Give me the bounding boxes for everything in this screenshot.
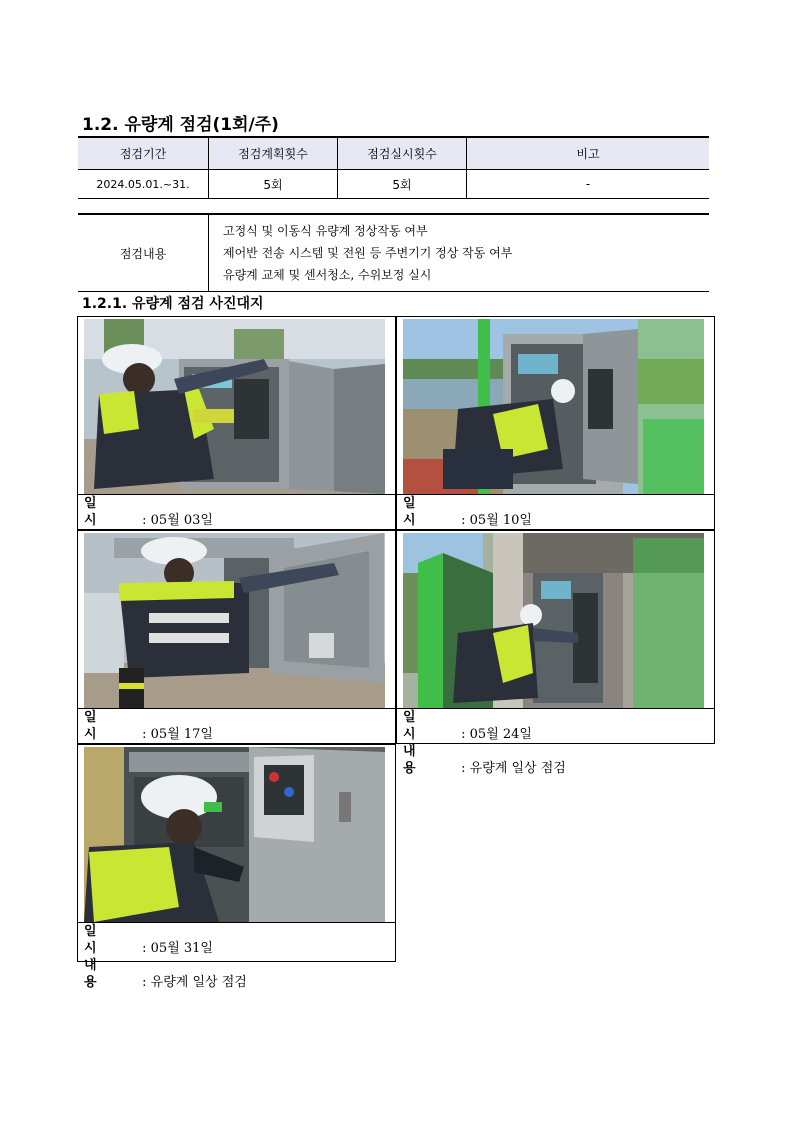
date-label: 일 [84, 496, 97, 511]
content-label: 용 [84, 975, 97, 990]
inspection-photo [84, 747, 385, 922]
photo-caption: 일시 : 05월 17일 [78, 708, 395, 745]
header-performed: 점검실시횟수 [338, 137, 467, 170]
date-label: 시 [84, 727, 97, 742]
photo-content: 유량계 일상 점검 [469, 761, 566, 776]
photo-caption: 일시 : 05월 10일 [397, 494, 714, 531]
summary-data-row [78, 170, 709, 199]
photo-content: 유량계 일상 점검 [150, 975, 247, 990]
photo-date: 05월 10일 [469, 513, 532, 528]
photo-caption: 일시 : 05월 31일 내용 : 유량계 일상 점검 [78, 922, 395, 959]
content-table [78, 213, 709, 292]
date-label: 시 [84, 941, 97, 956]
photo-date: 05월 24일 [469, 727, 532, 742]
photo-cell [77, 744, 396, 990]
content-item: 제어반 전송 시스템 및 전원 등 주변기기 정상 작동 여부 [223, 246, 513, 260]
date-label: 일 [403, 710, 416, 725]
summary-table [78, 136, 709, 199]
photo-section-title: 1.2.1. 유량계 점검 사진대지 [82, 296, 264, 312]
date-label: 일 [84, 710, 97, 725]
photo-caption: 일시 : 05월 03일 [78, 494, 395, 531]
photo-date: 05월 17일 [150, 727, 213, 742]
content-items [209, 214, 710, 292]
inspection-photo [403, 533, 704, 708]
photo-caption: 일시 : 05월 24일 내용 : 유량계 일상 점검 [397, 708, 714, 745]
photo-cell [396, 316, 715, 530]
content-item: 유량계 교체 및 센서청소, 수위보정 실시 [223, 268, 432, 282]
cell-remarks: - [467, 170, 710, 199]
content-label: 용 [403, 761, 416, 776]
cell-planned: 5회 [209, 170, 338, 199]
header-planned: 점검계획횟수 [209, 137, 338, 170]
photo-cell [77, 316, 396, 530]
photo-cell [396, 530, 715, 776]
header-period: 점검기간 [78, 137, 209, 170]
date-label: 시 [403, 727, 416, 742]
inspection-photo [403, 319, 704, 494]
inspection-photo [84, 319, 385, 494]
content-label: 내 [403, 744, 416, 759]
date-label: 일 [84, 924, 97, 939]
content-label: 내 [84, 958, 97, 973]
date-label: 일 [403, 496, 416, 511]
photo-date: 05월 03일 [150, 513, 213, 528]
section-title: 1.2. 유량계 점검(1회/주) [82, 115, 279, 135]
cell-period: 2024.05.01.~31. [78, 170, 209, 199]
date-label: 시 [403, 513, 416, 528]
summary-header-row [78, 137, 709, 170]
content-label: 점검내용 [78, 214, 209, 292]
header-remarks: 비고 [467, 137, 710, 170]
photo-date: 05월 31일 [150, 941, 213, 956]
content-item: 고정식 및 이동식 유량계 정상작동 여부 [223, 224, 428, 238]
cell-performed: 5회 [338, 170, 467, 199]
photo-cell [77, 530, 396, 744]
date-label: 시 [84, 513, 97, 528]
inspection-photo [84, 533, 385, 708]
